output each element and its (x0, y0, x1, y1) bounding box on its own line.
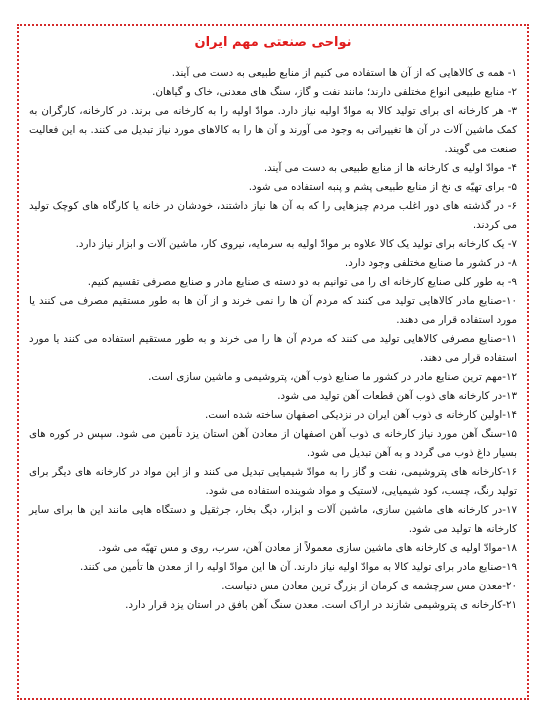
numbered-list (29, 64, 517, 615)
list-item: ۲۰-معدن مس سرچشمه ی کرمان از بزرگ ترین معادن مس دنیاست. (221, 580, 517, 592)
list-item: ۱۶-کارخانه های پتروشیمی، نفت و گاز را به موادّ شیمیایی تبدیل می کنند و از این مواد در کارخانه های دیگر برای تولید رنگ، چسب، کود شیمیایی، لاستیک و مواد شوینده استفاده می شود. (29, 466, 517, 497)
list-item: ۱۳-در کارخانه های ذوب آهن قطعات آهن تولید می شود. (277, 390, 517, 402)
list-item: ۱۴-اولین کارخانه ی ذوب آهن ایران در نزدیکی اصفهان ساخته شده است. (204, 409, 517, 421)
list-item: ۵- برای تهیّه ی نخ از منابع طبیعی پشم و پنبه استفاده می شود. (248, 181, 517, 193)
list-item: ۹- به طور کلی صنایع کارخانه ای را می توانیم به دو دسته ی صنایع مادر و صنایع مصرفی تقسیم کنیم. (87, 276, 517, 288)
list-item: ۱۷-در کارخانه های ماشین سازی، ماشین آلات و ابزار، دیگ بخار، جرثقیل و دستگاه هایی مانند این ها برای سایر کارخانه ها تولید می شود. (29, 504, 517, 535)
document-title: نواحی صنعتی مهم ایران (194, 35, 352, 50)
list-item: ۱۵-سنگ آهن مورد نیاز کارخانه ی ذوب آهن اصفهان از معادن آهن استان یزد تأمین می شود. سپس در کوره های بسیار داغ ذوب می گردد و به آهن تبدیل می شود. (29, 428, 517, 459)
list-item: ۴- موادّ اولیه ی کارخانه ها از منابع طبیعی به دست می آیند. (263, 162, 517, 174)
list-item: ۱۱-صنایع مصرفی کالاهایی تولید می کنند که مردم آن ها را می خرند و به طور مستقیم استفاده می کنند یا مورد استفاده قرار می دهند. (29, 333, 517, 364)
list-item: ۷- یک کارخانه برای تولید یک کالا علاوه بر موادّ اولیه به سرمایه، نیروی کار، ماشین آلات و ابزار نیاز دارد. (75, 238, 517, 250)
list-item: ۱- همه ی کالاهایی که از آن ها استفاده می کنیم از منابع طبیعی به دست می آیند. (171, 67, 517, 79)
list-item: ۶- در گذشته های دور اغلب مردم چیزهایی را که به آن ها نیاز داشتند، خودشان در خانه یا کارگاه های کوچک تولید می کردند. (29, 200, 517, 231)
list-item: ۱۰-صنایع مادر کالاهایی تولید می کنند که مردم آن ها را نمی خرند و از آن ها به طور مستقیم مصرف می کنند یا مورد استفاده قرار می دهند. (29, 295, 517, 326)
dotted-border-frame (17, 24, 529, 700)
list-item: ۸- در کشور ما صنایع مختلفی وجود دارد. (344, 257, 517, 269)
list-item: ۲- منابع طبیعی انواع مختلفی دارند؛ مانند نفت و گاز، سنگ های معدنی، خاک و گیاهان. (152, 86, 517, 98)
list-item: ۳- هر کارخانه ای برای تولید کالا به موادّ اولیه نیاز دارد. موادّ اولیه را به کارخانه می برند. در کارخانه، کارگران به کمک ماشین آلات در آن ها تغییراتی به وجود می آورند و آن ها را به کالاهای مورد نیاز تبدیل می کنند. به این فعالیت صنعت می گویند. (29, 105, 517, 155)
list-item: ۱۲-مهم ترین صنایع مادر در کشور ما صنایع ذوب آهن، پتروشیمی و ماشین سازی است. (148, 371, 517, 383)
list-item: ۲۱-کارخانه ی پتروشیمی شازند در اراک است. معدن سنگ آهن بافق در استان یزد قرار دارد. (125, 599, 517, 611)
list-item: ۱۸-موادّ اولیه ی کارخانه های ماشین سازی معمولاً از معادن آهن، سرب، روی و مس تهیّه می شود. (98, 542, 517, 554)
list-item: ۱۹-صنایع مادر برای تولید کالا به موادّ اولیه نیاز دارند. آن ها این موادّ اولیه را از معدن ها تأمین می کنند. (79, 561, 517, 573)
